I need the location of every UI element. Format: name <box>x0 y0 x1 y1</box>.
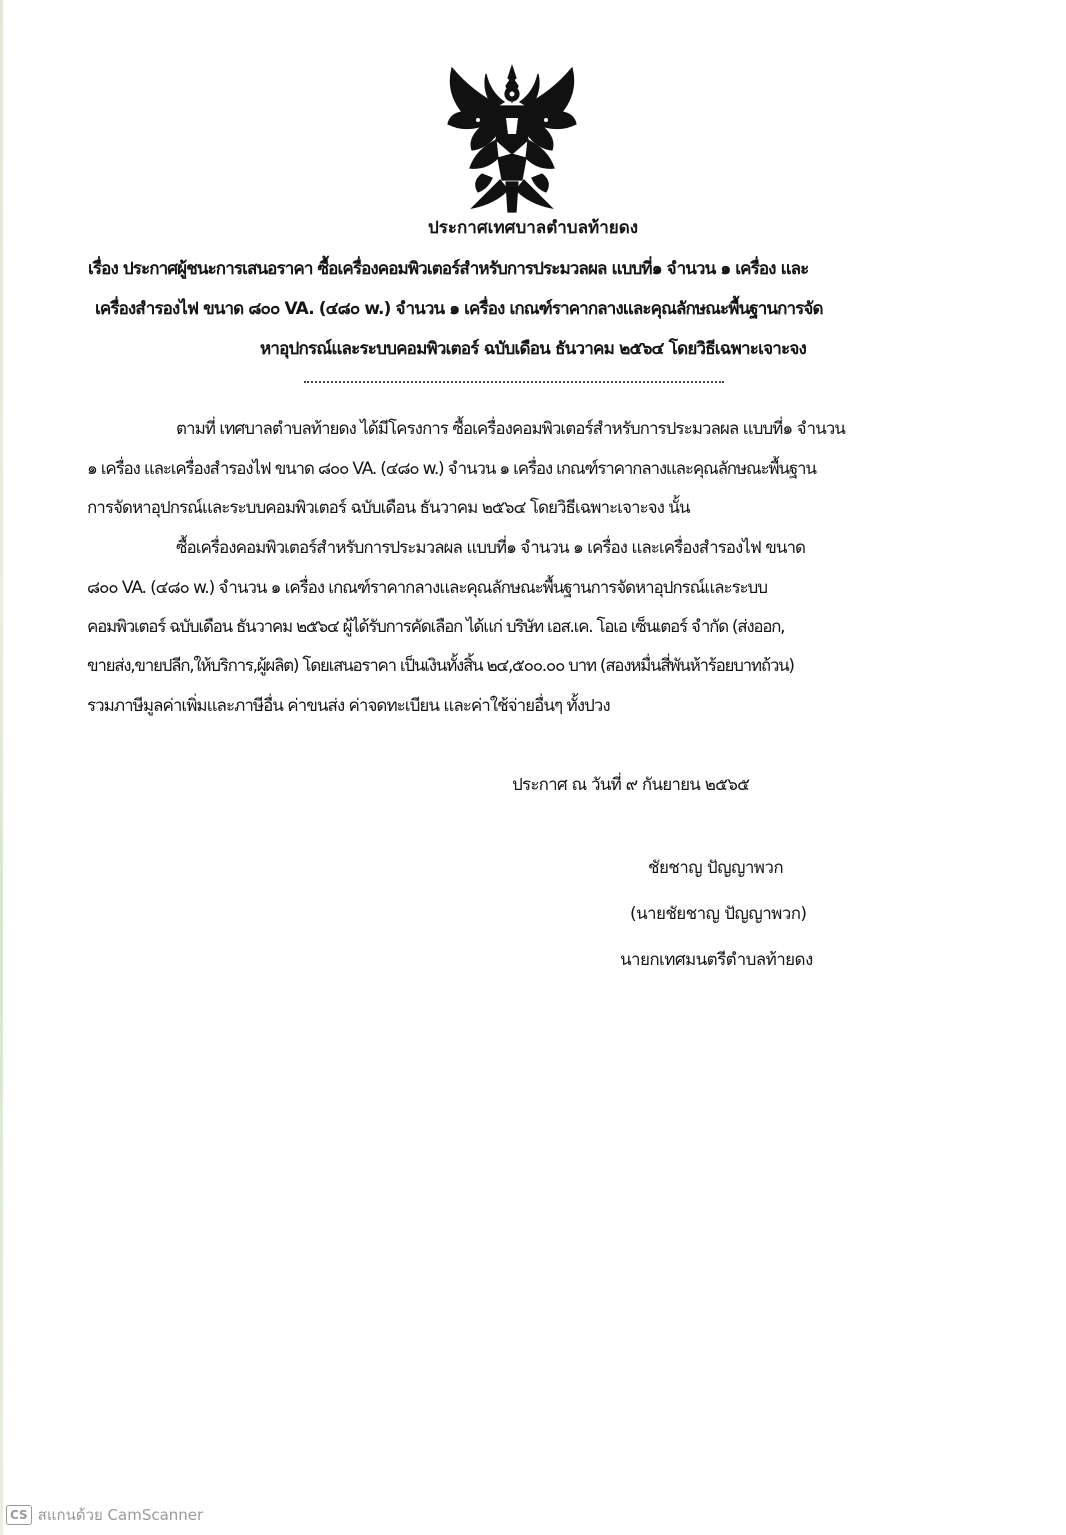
separator-line <box>304 381 724 383</box>
camscanner-watermark <box>6 1503 203 1527</box>
subject-line-3: หาอุปกรณ์และระบบคอมพิวเตอร์ ฉบับเดือน ธันวาคม ๒๕๖๔ โดยวิธีเฉพาะเจาะจง <box>260 339 806 359</box>
paragraph2-line-1: ซื้อเครื่องคอมพิวเตอร์สำหรับการประมวลผล แบบที่๑ จำนวน ๑ เครื่อง และเครื่องสำรองไฟ ขนาด <box>176 538 806 558</box>
paragraph2-line-5: รวมภาษีมูลค่าเพิ่มและภาษีอื่น ค่าขนส่ง ค่าจดทะเบียน และค่าใช้จ่ายอื่นๆ ทั้งปวง <box>87 696 610 716</box>
paragraph1-line-3: การจัดหาอุปกรณ์และระบบคอมพิวเตอร์ ฉบับเดือน ธันวาคม ๒๕๖๔ โดยวิธีเฉพาะเจาะจง นั้น <box>87 498 690 518</box>
camscanner-text: สแกนด้วย CamScanner <box>37 1506 204 1524</box>
page-title: ประกาศเทศบาลตำบลท้ายดง <box>427 218 639 238</box>
subject-line-2: เครื่องสำรองไฟ ขนาด ๘๐๐ VA. (๔๘๐ w.) จำนวน ๑ เครื่อง เกณฑ์ราคากลางและคุณลักษณะพื้นฐานการจัด <box>95 299 823 319</box>
camscanner-logo-icon: CS <box>6 1505 32 1525</box>
signature-printed-name: (นายชัยชาญ ปัญญาพวก) <box>630 904 807 924</box>
paragraph2-line-3: คอมพิวเตอร์ ฉบับเดือน ธันวาคม ๒๕๖๔ ผู้ได้รับการคัดเลือก ได้แก่ บริษัท เอส.เค. โอเอ เซ็นเตอร์ จำกัด (ส่งออก, <box>87 617 785 637</box>
signature-position: นายกเทศมนตรีตำบลท้ายดง <box>620 950 813 970</box>
signature-name: ชัยชาญ ปัญญาพวก <box>648 858 784 878</box>
paragraph1-line-2: ๑ เครื่อง และเครื่องสำรองไฟ ขนาด ๘๐๐ VA. (๔๘๐ w.) จำนวน ๑ เครื่อง เกณฑ์ราคากลางและคุณลักษณะพื้นฐาน <box>87 459 816 479</box>
announcement-date: ประกาศ ณ วันที่ ๙ กันยายน ๒๕๖๕ <box>512 775 750 795</box>
paragraph2-line-2: ๘๐๐ VA. (๔๘๐ w.) จำนวน ๑ เครื่อง เกณฑ์ราคากลางและคุณลักษณะพื้นฐานการจัดหาอุปกรณ์และระบบ <box>87 578 767 598</box>
garuda-emblem-icon <box>442 62 582 214</box>
paragraph1-line-1: ตามที่ เทศบาลตำบลท้ายดง ได้มีโครงการ ซื้อเครื่องคอมพิวเตอร์สำหรับการประมวลผล แบบที่๑ จำนวน <box>176 419 845 439</box>
subject-line-1: เรื่อง ประกาศผู้ชนะการเสนอราคา ซื้อเครื่องคอมพิวเตอร์สำหรับการประมวลผล แบบที่๑ จำนวน ๑ เครื่อง และ <box>88 259 809 279</box>
paragraph2-line-4: ขายส่ง,ขายปลีก,ให้บริการ,ผู้ผลิต) โดยเสนอราคา เป็นเงินทั้งสิ้น ๒๔,๕๐๐.๐๐ บาท (สองหมื่นสี่พันห้าร้อยบาทถ้วน) <box>87 656 794 676</box>
